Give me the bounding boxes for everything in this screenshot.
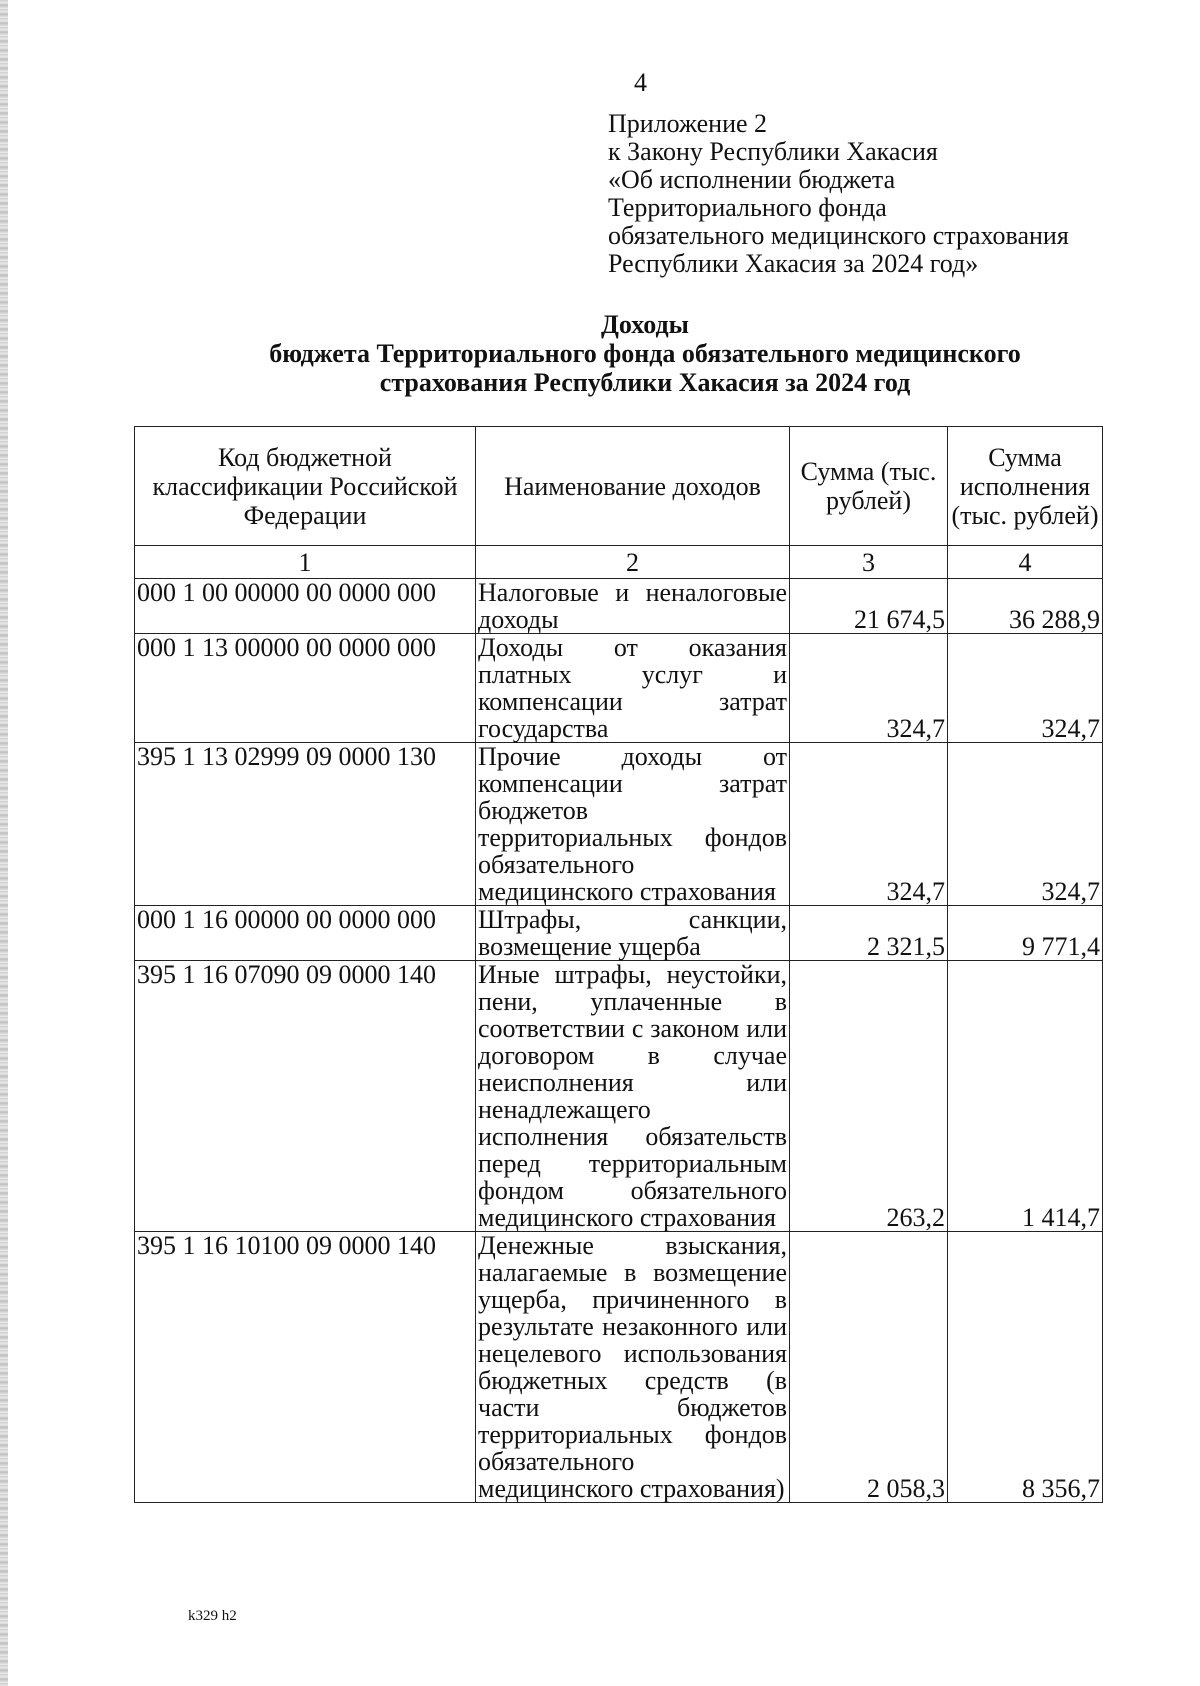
row-planned: 21 674,5	[790, 579, 948, 634]
header-executed: Сумма исполнения (тыс. рублей)	[948, 427, 1103, 546]
document-title	[0, 310, 1200, 397]
row-planned: 263,2	[790, 961, 948, 1232]
column-number: 3	[790, 546, 948, 579]
page-number: 4	[634, 68, 647, 97]
footer-code: k329 h2	[188, 1608, 237, 1624]
row-name: Прочие доходы от компенсации затрат бюджетов территориальных фондов обязательного медицинского страхования	[476, 743, 790, 906]
table-row	[135, 579, 1103, 634]
appendix-line: Территориального фонда	[608, 193, 887, 222]
row-planned: 324,7	[790, 634, 948, 743]
table-header-row	[135, 427, 1103, 546]
income-table	[134, 426, 1103, 1503]
column-number-row	[135, 546, 1103, 579]
appendix-line: Приложение 2	[608, 109, 768, 138]
row-code: 000 1 16 00000 00 0000 000	[135, 906, 476, 961]
table-row	[135, 906, 1103, 961]
row-executed: 36 288,9	[948, 579, 1103, 634]
row-executed: 9 771,4	[948, 906, 1103, 961]
row-name: Доходы от оказания платных услуг и компенсации затрат государства	[476, 634, 790, 743]
title-line: бюджета Территориального фонда обязательного медицинского	[269, 339, 1021, 368]
table-row	[135, 634, 1103, 743]
header-planned: Сумма (тыс. рублей)	[790, 427, 948, 546]
row-name: Денежные взыскания, налагаемые в возмещение ущерба, причиненного в результате незаконного или нецелевого использования бюджетных средств (в части бюджетов территориальных фондов обязательного медицинского страхования)	[476, 1232, 790, 1503]
column-number: 4	[948, 546, 1103, 579]
row-planned: 2 058,3	[790, 1232, 948, 1503]
column-number: 2	[476, 546, 790, 579]
appendix-line: к Закону Республики Хакасия	[608, 137, 938, 166]
title-line: страхования Республики Хакасия за 2024 год	[379, 368, 911, 397]
appendix-line: обязательного медицинского страхования	[608, 221, 1069, 250]
appendix-note	[608, 110, 1069, 278]
header-code: Код бюджетной классификации Российской Федерации	[135, 427, 476, 546]
row-code: 000 1 00 00000 00 0000 000	[135, 579, 476, 634]
table-row	[135, 961, 1103, 1232]
row-name: Налоговые и неналоговые доходы	[476, 579, 790, 634]
title-line: Доходы	[601, 310, 689, 339]
row-planned: 324,7	[790, 743, 948, 906]
column-number: 1	[135, 546, 476, 579]
row-executed: 1 414,7	[948, 961, 1103, 1232]
row-code: 000 1 13 00000 00 0000 000	[135, 634, 476, 743]
row-executed: 324,7	[948, 743, 1103, 906]
row-code: 395 1 13 02999 09 0000 130	[135, 743, 476, 906]
appendix-line: «Об исполнении бюджета	[608, 165, 896, 194]
row-executed: 8 356,7	[948, 1232, 1103, 1503]
header-name: Наименование доходов	[476, 427, 790, 546]
row-code: 395 1 16 07090 09 0000 140	[135, 961, 476, 1232]
row-name: Штрафы, санкции, возмещение ущерба	[476, 906, 790, 961]
row-name: Иные штрафы, неустойки, пени, уплаченные в соответствии с законом или договором в случае неисполнения или ненадлежащего исполнения обязательств перед территориальным фондом обязательного медицинского страхования	[476, 961, 790, 1232]
scan-edge	[0, 0, 8, 1686]
row-executed: 324,7	[948, 634, 1103, 743]
row-planned: 2 321,5	[790, 906, 948, 961]
appendix-line: Республики Хакасия за 2024 год»	[608, 249, 979, 278]
table-row	[135, 743, 1103, 906]
row-code: 395 1 16 10100 09 0000 140	[135, 1232, 476, 1503]
table-row	[135, 1232, 1103, 1503]
